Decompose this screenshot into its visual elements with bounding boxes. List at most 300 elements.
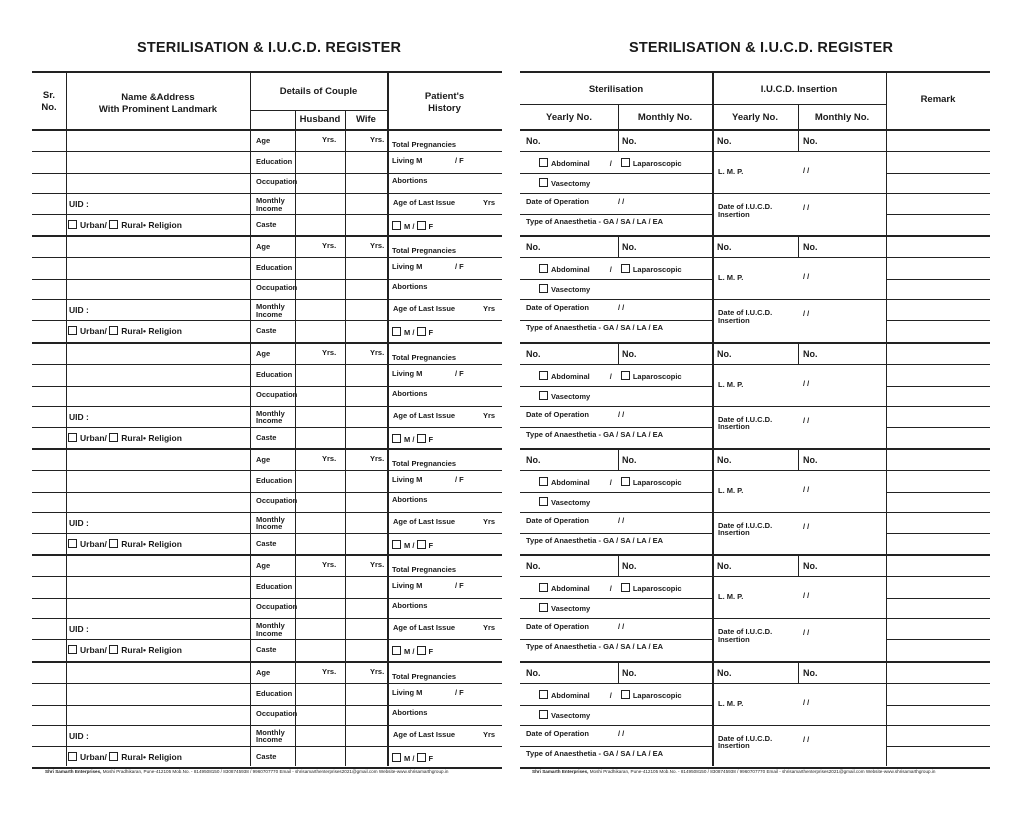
right-page-title: STERILISATION & I.U.C.D. REGISTER bbox=[629, 40, 894, 56]
rural-checkbox[interactable] bbox=[109, 433, 118, 442]
vasectomy-checkbox[interactable] bbox=[539, 178, 548, 187]
male-checkbox[interactable] bbox=[392, 540, 401, 549]
female-label: F bbox=[428, 753, 434, 763]
living-m-label: Living M bbox=[392, 156, 423, 165]
sterilisation-row-rule bbox=[520, 257, 712, 258]
vasectomy-checkbox[interactable] bbox=[539, 603, 548, 612]
operation-type-options bbox=[539, 690, 682, 700]
abdominal-label: Abdominal bbox=[551, 265, 590, 275]
abdominal-label: Abdominal bbox=[551, 159, 590, 168]
sex-checkboxes bbox=[392, 221, 433, 231]
uid-label: UID : bbox=[69, 199, 89, 209]
abdominal-checkbox[interactable] bbox=[539, 583, 548, 592]
abdominal-label: Abdominal bbox=[551, 371, 590, 381]
education-label: Education bbox=[256, 263, 293, 273]
sterilisation-yearly-no-label: No. bbox=[526, 348, 541, 359]
sterilisation-yearly-no-label: No. bbox=[526, 454, 541, 465]
name-address-header: Name &Address With Prominent Landmark bbox=[98, 92, 218, 115]
sterilisation-yearly-no-header: Yearly No. bbox=[546, 112, 592, 123]
left-row-rule bbox=[32, 151, 502, 152]
left-col-divider bbox=[295, 110, 296, 766]
left-row-rule bbox=[32, 492, 502, 493]
patients-history-header: Patient's History bbox=[424, 91, 465, 114]
age-of-last-issue-unit: Yrs bbox=[483, 198, 496, 207]
female-label: F bbox=[428, 222, 434, 231]
wife-age-unit: Yrs. bbox=[370, 241, 385, 251]
urban-rural-religion bbox=[68, 433, 182, 443]
remark-row-rule bbox=[886, 173, 990, 174]
remark-row-rule bbox=[886, 746, 990, 747]
husband-age-unit: Yrs. bbox=[322, 135, 337, 144]
age-of-last-issue-label: Age of Last Issue bbox=[393, 198, 456, 207]
vasectomy-label: Vasectomy bbox=[551, 710, 591, 720]
lmp-date-slashes: / / bbox=[803, 591, 810, 601]
abortions-label: Abortions bbox=[392, 601, 428, 611]
wife-age-unit: Yrs. bbox=[370, 666, 385, 676]
anaesthetia-type-label: Type of Anaesthetia - GA / SA / LA / EA bbox=[526, 748, 664, 758]
laparoscopic-label: Laparoscopic bbox=[632, 265, 682, 275]
sex-checkboxes bbox=[392, 327, 433, 337]
age-of-last-issue-label: Age of Last Issue bbox=[393, 729, 456, 739]
male-checkbox[interactable] bbox=[392, 434, 401, 443]
vasectomy-checkbox[interactable] bbox=[539, 497, 548, 506]
sterilisation-monthly-no-label: No. bbox=[622, 348, 637, 359]
male-label: M / bbox=[404, 434, 415, 444]
anaesthetia-type-label: Type of Anaesthetia - GA / SA / LA / EA bbox=[526, 642, 664, 652]
iucd-row-rule bbox=[712, 576, 886, 577]
footer-company: Shri Samarth Enterprises, bbox=[532, 769, 589, 774]
date-of-operation-slashes: / / bbox=[618, 622, 625, 632]
living-m-label: Living M bbox=[392, 368, 423, 378]
no-cell-divider bbox=[618, 235, 619, 257]
caste-label: Caste bbox=[256, 220, 277, 229]
urban-checkbox[interactable] bbox=[68, 752, 77, 761]
female-checkbox[interactable] bbox=[417, 540, 426, 549]
no-cell-divider bbox=[618, 448, 619, 470]
vasectomy-checkbox[interactable] bbox=[539, 391, 548, 400]
male-label: M / bbox=[404, 753, 415, 763]
rural-religion-label: Rural• Religion bbox=[121, 751, 182, 762]
right-subheader-rule bbox=[520, 104, 887, 105]
rural-religion-label: Rural• Religion bbox=[121, 220, 182, 230]
iucd-row-rule bbox=[712, 725, 886, 726]
left-row-rule bbox=[32, 214, 502, 215]
laparoscopic-checkbox[interactable] bbox=[621, 690, 630, 699]
lmp-date-slashes: / / bbox=[803, 166, 810, 175]
right-entry-rule bbox=[520, 448, 990, 450]
left-entry-rule bbox=[32, 554, 502, 556]
no-cell-divider bbox=[798, 661, 799, 683]
date-of-operation-label: Date of Operation bbox=[526, 622, 589, 632]
left-col-divider bbox=[345, 110, 346, 766]
lmp-date-slashes: / / bbox=[803, 484, 810, 494]
right-entry-rule bbox=[520, 554, 990, 556]
left-header-top-rule bbox=[32, 71, 502, 73]
laparoscopic-checkbox[interactable] bbox=[621, 371, 630, 380]
rural-religion-label: Rural• Religion bbox=[121, 326, 182, 337]
iucd-monthly-no-label: No. bbox=[803, 136, 818, 146]
iucd-yearly-no-label: No. bbox=[717, 242, 732, 253]
urban-label: Urban/ bbox=[80, 326, 107, 337]
monthly-income-label: Monthly Income bbox=[256, 727, 285, 744]
sterilisation-row-rule bbox=[520, 427, 712, 428]
sterilisation-row-rule bbox=[520, 533, 712, 534]
female-label: F bbox=[428, 647, 434, 657]
left-row-rule bbox=[32, 470, 502, 471]
laparoscopic-checkbox[interactable] bbox=[621, 477, 630, 486]
date-of-operation-slashes: / / bbox=[618, 197, 625, 206]
sterilisation-yearly-no-label: No. bbox=[526, 561, 541, 572]
left-row-rule bbox=[32, 257, 502, 258]
lmp-label: L. M. P. bbox=[718, 273, 744, 283]
left-footer bbox=[45, 769, 448, 774]
age-of-last-issue-label: Age of Last Issue bbox=[393, 516, 456, 526]
male-label: M / bbox=[404, 647, 415, 657]
left-row-rule bbox=[32, 299, 502, 300]
sterilisation-row-rule bbox=[520, 299, 712, 300]
rural-checkbox[interactable] bbox=[109, 539, 118, 548]
sterilisation-row-rule bbox=[520, 151, 712, 152]
abdominal-label: Abdominal bbox=[551, 690, 590, 700]
living-m-label: Living M bbox=[392, 581, 423, 591]
left-row-rule bbox=[32, 598, 502, 599]
operation-type-options bbox=[539, 371, 682, 381]
urban-checkbox[interactable] bbox=[68, 220, 77, 229]
sterilisation-row-rule bbox=[520, 512, 712, 513]
operation-type-options bbox=[539, 477, 682, 487]
remark-row-rule bbox=[886, 320, 990, 321]
iucd-yearly-no-label: No. bbox=[717, 348, 732, 359]
iucd-yearly-no-label: No. bbox=[717, 454, 732, 465]
husband-age-unit: Yrs. bbox=[322, 560, 337, 570]
female-checkbox[interactable] bbox=[417, 434, 426, 443]
sterilisation-row-rule bbox=[520, 193, 712, 194]
male-checkbox[interactable] bbox=[392, 646, 401, 655]
sex-checkboxes bbox=[392, 434, 433, 444]
sterilisation-row-rule bbox=[520, 746, 712, 747]
left-entry-rule bbox=[32, 661, 502, 663]
living-m-label: Living M bbox=[392, 474, 423, 484]
caste-label: Caste bbox=[256, 538, 277, 548]
footer-details: Moshi Pradhikaran, Pune-412105 Mob.No. - 8149508150 / 8308745938 / 9960707770 Email - shrisamarthenterprises2021@gmail.com Website-www.shrisamarthgroup.in bbox=[589, 769, 936, 774]
iucd-date-slashes: / / bbox=[803, 628, 810, 638]
lmp-date-slashes: / / bbox=[803, 272, 810, 282]
left-entry-rule bbox=[32, 342, 502, 344]
remark-row-rule bbox=[886, 512, 990, 513]
left-row-rule bbox=[32, 279, 502, 280]
laparoscopic-checkbox[interactable] bbox=[621, 158, 630, 167]
separator-slash: / bbox=[609, 265, 612, 275]
caste-label: Caste bbox=[256, 751, 277, 761]
remark-row-rule bbox=[886, 492, 990, 493]
husband-age-unit: Yrs. bbox=[322, 241, 337, 251]
monthly-income-label: Monthly Income bbox=[256, 408, 285, 426]
sterilisation-monthly-no-label: No. bbox=[622, 242, 637, 253]
sterilisation-row-rule bbox=[520, 386, 712, 387]
iucd-row-rule bbox=[712, 406, 886, 407]
sterilisation-header: Sterilisation bbox=[588, 84, 644, 95]
education-label: Education bbox=[256, 475, 293, 485]
total-pregnancies-label: Total Pregnancies bbox=[392, 140, 457, 149]
iucd-monthly-no-label: No. bbox=[803, 348, 818, 359]
iucd-row-rule bbox=[712, 193, 886, 194]
female-checkbox[interactable] bbox=[417, 221, 426, 230]
occupation-label: Occupation bbox=[256, 495, 298, 505]
iucd-yearly-no-label: No. bbox=[717, 136, 732, 146]
abdominal-label: Abdominal bbox=[551, 477, 590, 487]
husband-header: Husband bbox=[299, 114, 341, 125]
separator-slash: / bbox=[609, 371, 612, 381]
iucd-row-rule bbox=[712, 364, 886, 365]
no-cell-divider bbox=[798, 554, 799, 576]
remark-row-rule bbox=[886, 533, 990, 534]
male-checkbox[interactable] bbox=[392, 327, 401, 336]
age-of-last-issue-unit: Yrs bbox=[483, 304, 496, 314]
date-of-operation-slashes: / / bbox=[618, 515, 625, 525]
vasectomy-label: Vasectomy bbox=[551, 497, 591, 507]
left-row-rule bbox=[32, 173, 502, 174]
abdominal-checkbox[interactable] bbox=[539, 158, 548, 167]
male-checkbox[interactable] bbox=[392, 753, 401, 762]
age-label: Age bbox=[256, 348, 271, 358]
iucd-row-rule bbox=[712, 618, 886, 619]
lmp-label: L. M. P. bbox=[718, 379, 744, 389]
sterilisation-row-rule bbox=[520, 598, 712, 599]
urban-checkbox[interactable] bbox=[68, 539, 77, 548]
age-label: Age bbox=[256, 667, 271, 677]
separator-slash: / bbox=[609, 584, 612, 594]
urban-rural-religion bbox=[68, 539, 182, 549]
left-row-rule bbox=[32, 193, 502, 194]
age-label: Age bbox=[256, 242, 271, 252]
laparoscopic-checkbox[interactable] bbox=[621, 264, 630, 273]
abdominal-checkbox[interactable] bbox=[539, 690, 548, 699]
wife-age-unit: Yrs. bbox=[370, 135, 385, 144]
left-row-rule bbox=[32, 683, 502, 684]
monthly-income-label: Monthly Income bbox=[256, 196, 285, 213]
sterilisation-monthly-no-label: No. bbox=[622, 561, 637, 572]
urban-label: Urban/ bbox=[80, 432, 107, 443]
sterilisation-row-rule bbox=[520, 683, 712, 684]
right-entry-rule bbox=[520, 661, 990, 663]
sterilisation-row-rule bbox=[520, 320, 712, 321]
remark-row-rule bbox=[886, 406, 990, 407]
separator-slash: / bbox=[609, 477, 612, 487]
operation-type-options bbox=[539, 583, 682, 593]
living-m-label: Living M bbox=[392, 262, 423, 272]
left-row-rule bbox=[32, 364, 502, 365]
vasectomy-checkbox[interactable] bbox=[539, 284, 548, 293]
remark-row-rule bbox=[886, 386, 990, 387]
sterilisation-monthly-no-label: No. bbox=[622, 454, 637, 465]
male-label: M / bbox=[404, 222, 415, 231]
left-row-rule bbox=[32, 725, 502, 726]
iucd-row-rule bbox=[712, 470, 886, 471]
monthly-income-label: Monthly Income bbox=[256, 302, 285, 319]
remark-row-rule bbox=[886, 214, 990, 215]
age-of-last-issue-unit: Yrs bbox=[483, 516, 496, 526]
sterilisation-row-rule bbox=[520, 279, 712, 280]
date-of-iucd-insertion-label: Date of I.U.C.D. Insertion bbox=[718, 627, 773, 644]
iucd-monthly-no-label: No. bbox=[803, 454, 818, 465]
no-cell-divider bbox=[618, 342, 619, 364]
education-label: Education bbox=[256, 582, 293, 592]
lmp-label: L. M. P. bbox=[718, 167, 744, 176]
total-pregnancies-label: Total Pregnancies bbox=[392, 565, 457, 575]
wife-age-unit: Yrs. bbox=[370, 347, 385, 357]
male-label: M / bbox=[404, 540, 415, 550]
right-header-bottom-rule bbox=[520, 129, 990, 131]
caste-label: Caste bbox=[256, 432, 277, 442]
female-checkbox[interactable] bbox=[417, 646, 426, 655]
uid-label: UID : bbox=[69, 730, 89, 741]
urban-label: Urban/ bbox=[80, 751, 107, 762]
age-of-last-issue-unit: Yrs bbox=[483, 410, 496, 420]
remark-row-rule bbox=[886, 683, 990, 684]
male-label: M / bbox=[404, 328, 415, 338]
male-checkbox[interactable] bbox=[392, 221, 401, 230]
lmp-label: L. M. P. bbox=[718, 592, 744, 602]
remark-header: Remark bbox=[920, 94, 956, 105]
no-cell-divider bbox=[798, 448, 799, 470]
female-checkbox[interactable] bbox=[417, 753, 426, 762]
sterilisation-yearly-no-label: No. bbox=[526, 667, 541, 678]
sterilisation-row-rule bbox=[520, 406, 712, 407]
urban-label: Urban/ bbox=[80, 538, 107, 549]
abortions-label: Abortions bbox=[392, 494, 428, 504]
rural-checkbox[interactable] bbox=[109, 645, 118, 654]
vasectomy-option bbox=[539, 391, 590, 401]
iucd-yearly-no-header: Yearly No. bbox=[732, 112, 778, 123]
age-of-last-issue-unit: Yrs bbox=[483, 623, 496, 633]
husband-age-unit: Yrs. bbox=[322, 347, 337, 357]
rural-checkbox[interactable] bbox=[109, 326, 118, 335]
date-of-iucd-insertion-label: Date of I.U.C.D. Insertion bbox=[718, 520, 773, 538]
remark-row-rule bbox=[886, 193, 990, 194]
lmp-label: L. M. P. bbox=[718, 698, 744, 708]
abdominal-checkbox[interactable] bbox=[539, 477, 548, 486]
left-row-rule bbox=[32, 746, 502, 747]
living-f-label: / F bbox=[455, 687, 464, 697]
left-row-rule bbox=[32, 639, 502, 640]
anaesthetia-type-label: Type of Anaesthetia - GA / SA / LA / EA bbox=[526, 323, 664, 333]
left-row-rule bbox=[32, 705, 502, 706]
urban-checkbox[interactable] bbox=[68, 433, 77, 442]
remark-row-rule bbox=[886, 639, 990, 640]
urban-rural-religion bbox=[68, 326, 182, 336]
left-row-rule bbox=[32, 512, 502, 513]
iucd-monthly-no-label: No. bbox=[803, 242, 818, 253]
sterilisation-row-rule bbox=[520, 576, 712, 577]
left-row-rule bbox=[32, 406, 502, 407]
urban-checkbox[interactable] bbox=[68, 326, 77, 335]
urban-rural-religion bbox=[68, 220, 182, 230]
remark-row-rule bbox=[886, 598, 990, 599]
vasectomy-label: Vasectomy bbox=[551, 179, 591, 188]
abdominal-checkbox[interactable] bbox=[539, 371, 548, 380]
remark-row-rule bbox=[886, 257, 990, 258]
rural-checkbox[interactable] bbox=[109, 220, 118, 229]
total-pregnancies-label: Total Pregnancies bbox=[392, 671, 457, 681]
total-pregnancies-label: Total Pregnancies bbox=[392, 246, 457, 256]
date-of-operation-slashes: / / bbox=[618, 409, 625, 419]
urban-checkbox[interactable] bbox=[68, 645, 77, 654]
laparoscopic-label: Laparoscopic bbox=[632, 371, 682, 381]
laparoscopic-checkbox[interactable] bbox=[621, 583, 630, 592]
sterilisation-row-rule bbox=[520, 725, 712, 726]
husband-age-unit: Yrs. bbox=[322, 666, 337, 676]
occupation-label: Occupation bbox=[256, 708, 298, 718]
abortions-label: Abortions bbox=[392, 388, 428, 398]
left-header-bottom-rule bbox=[32, 129, 502, 131]
abdominal-label: Abdominal bbox=[551, 584, 590, 594]
footer-details: Moshi Pradhikaran, Pune-412105 Mob.No. - 8149508150 / 8308745938 / 9960707770 Email - shrisamarthenterprises2021@gmail.com Website-www.shrisamarthgroup.in bbox=[102, 769, 449, 774]
date-of-operation-label: Date of Operation bbox=[526, 409, 589, 419]
vasectomy-option bbox=[539, 284, 590, 294]
sterilisation-row-rule bbox=[520, 173, 712, 174]
right-entry-rule bbox=[520, 235, 990, 237]
iucd-yearly-no-label: No. bbox=[717, 561, 732, 572]
right-entry-rule bbox=[520, 342, 990, 344]
left-row-rule bbox=[32, 533, 502, 534]
age-label: Age bbox=[256, 561, 271, 571]
sterilisation-row-rule bbox=[520, 618, 712, 619]
rural-religion-label: Rural• Religion bbox=[121, 432, 182, 443]
right-footer bbox=[532, 769, 935, 774]
left-entry-rule bbox=[32, 235, 502, 237]
no-cell-divider bbox=[798, 342, 799, 364]
sterilisation-monthly-no-label: No. bbox=[622, 136, 637, 146]
iucd-date-slashes: / / bbox=[803, 734, 810, 744]
no-cell-divider bbox=[618, 661, 619, 683]
abdominal-checkbox[interactable] bbox=[539, 264, 548, 273]
iucd-row-rule bbox=[712, 683, 886, 684]
age-of-last-issue-unit: Yrs bbox=[483, 729, 496, 739]
laparoscopic-label: Laparoscopic bbox=[632, 477, 682, 487]
sterilisation-row-rule bbox=[520, 364, 712, 365]
iucd-date-slashes: / / bbox=[803, 203, 810, 212]
age-label: Age bbox=[256, 136, 271, 145]
abortions-label: Abortions bbox=[392, 176, 428, 185]
urban-label: Urban/ bbox=[80, 645, 107, 656]
sterilisation-monthly-no-label: No. bbox=[622, 667, 637, 678]
age-of-last-issue-label: Age of Last Issue bbox=[393, 410, 456, 420]
monthly-income-label: Monthly Income bbox=[256, 621, 285, 638]
details-of-couple-header: Details of Couple bbox=[279, 86, 358, 97]
no-cell-divider bbox=[618, 554, 619, 576]
date-of-iucd-insertion-label: Date of I.U.C.D. Insertion bbox=[718, 414, 773, 432]
anaesthetia-type-label: Type of Anaesthetia - GA / SA / LA / EA bbox=[526, 535, 664, 545]
female-checkbox[interactable] bbox=[417, 327, 426, 336]
iucd-yearly-no-label: No. bbox=[717, 667, 732, 678]
date-of-iucd-insertion-label: Date of I.U.C.D. Insertion bbox=[718, 202, 773, 219]
remark-row-rule bbox=[886, 151, 990, 152]
vasectomy-checkbox[interactable] bbox=[539, 710, 548, 719]
footer-company: Shri Samarth Enterprises, bbox=[45, 769, 102, 774]
anaesthetia-type-label: Type of Anaesthetia - GA / SA / LA / EA bbox=[526, 217, 664, 226]
age-of-last-issue-label: Age of Last Issue bbox=[393, 623, 456, 633]
iucd-row-rule bbox=[712, 512, 886, 513]
separator-slash: / bbox=[609, 690, 612, 700]
iucd-date-slashes: / / bbox=[803, 521, 810, 531]
vasectomy-label: Vasectomy bbox=[551, 604, 591, 614]
urban-label: Urban/ bbox=[80, 220, 107, 230]
rural-checkbox[interactable] bbox=[109, 752, 118, 761]
laparoscopic-label: Laparoscopic bbox=[632, 584, 682, 594]
vasectomy-label: Vasectomy bbox=[551, 285, 591, 295]
laparoscopic-label: Laparoscopic bbox=[632, 690, 682, 700]
occupation-label: Occupation bbox=[256, 602, 298, 612]
